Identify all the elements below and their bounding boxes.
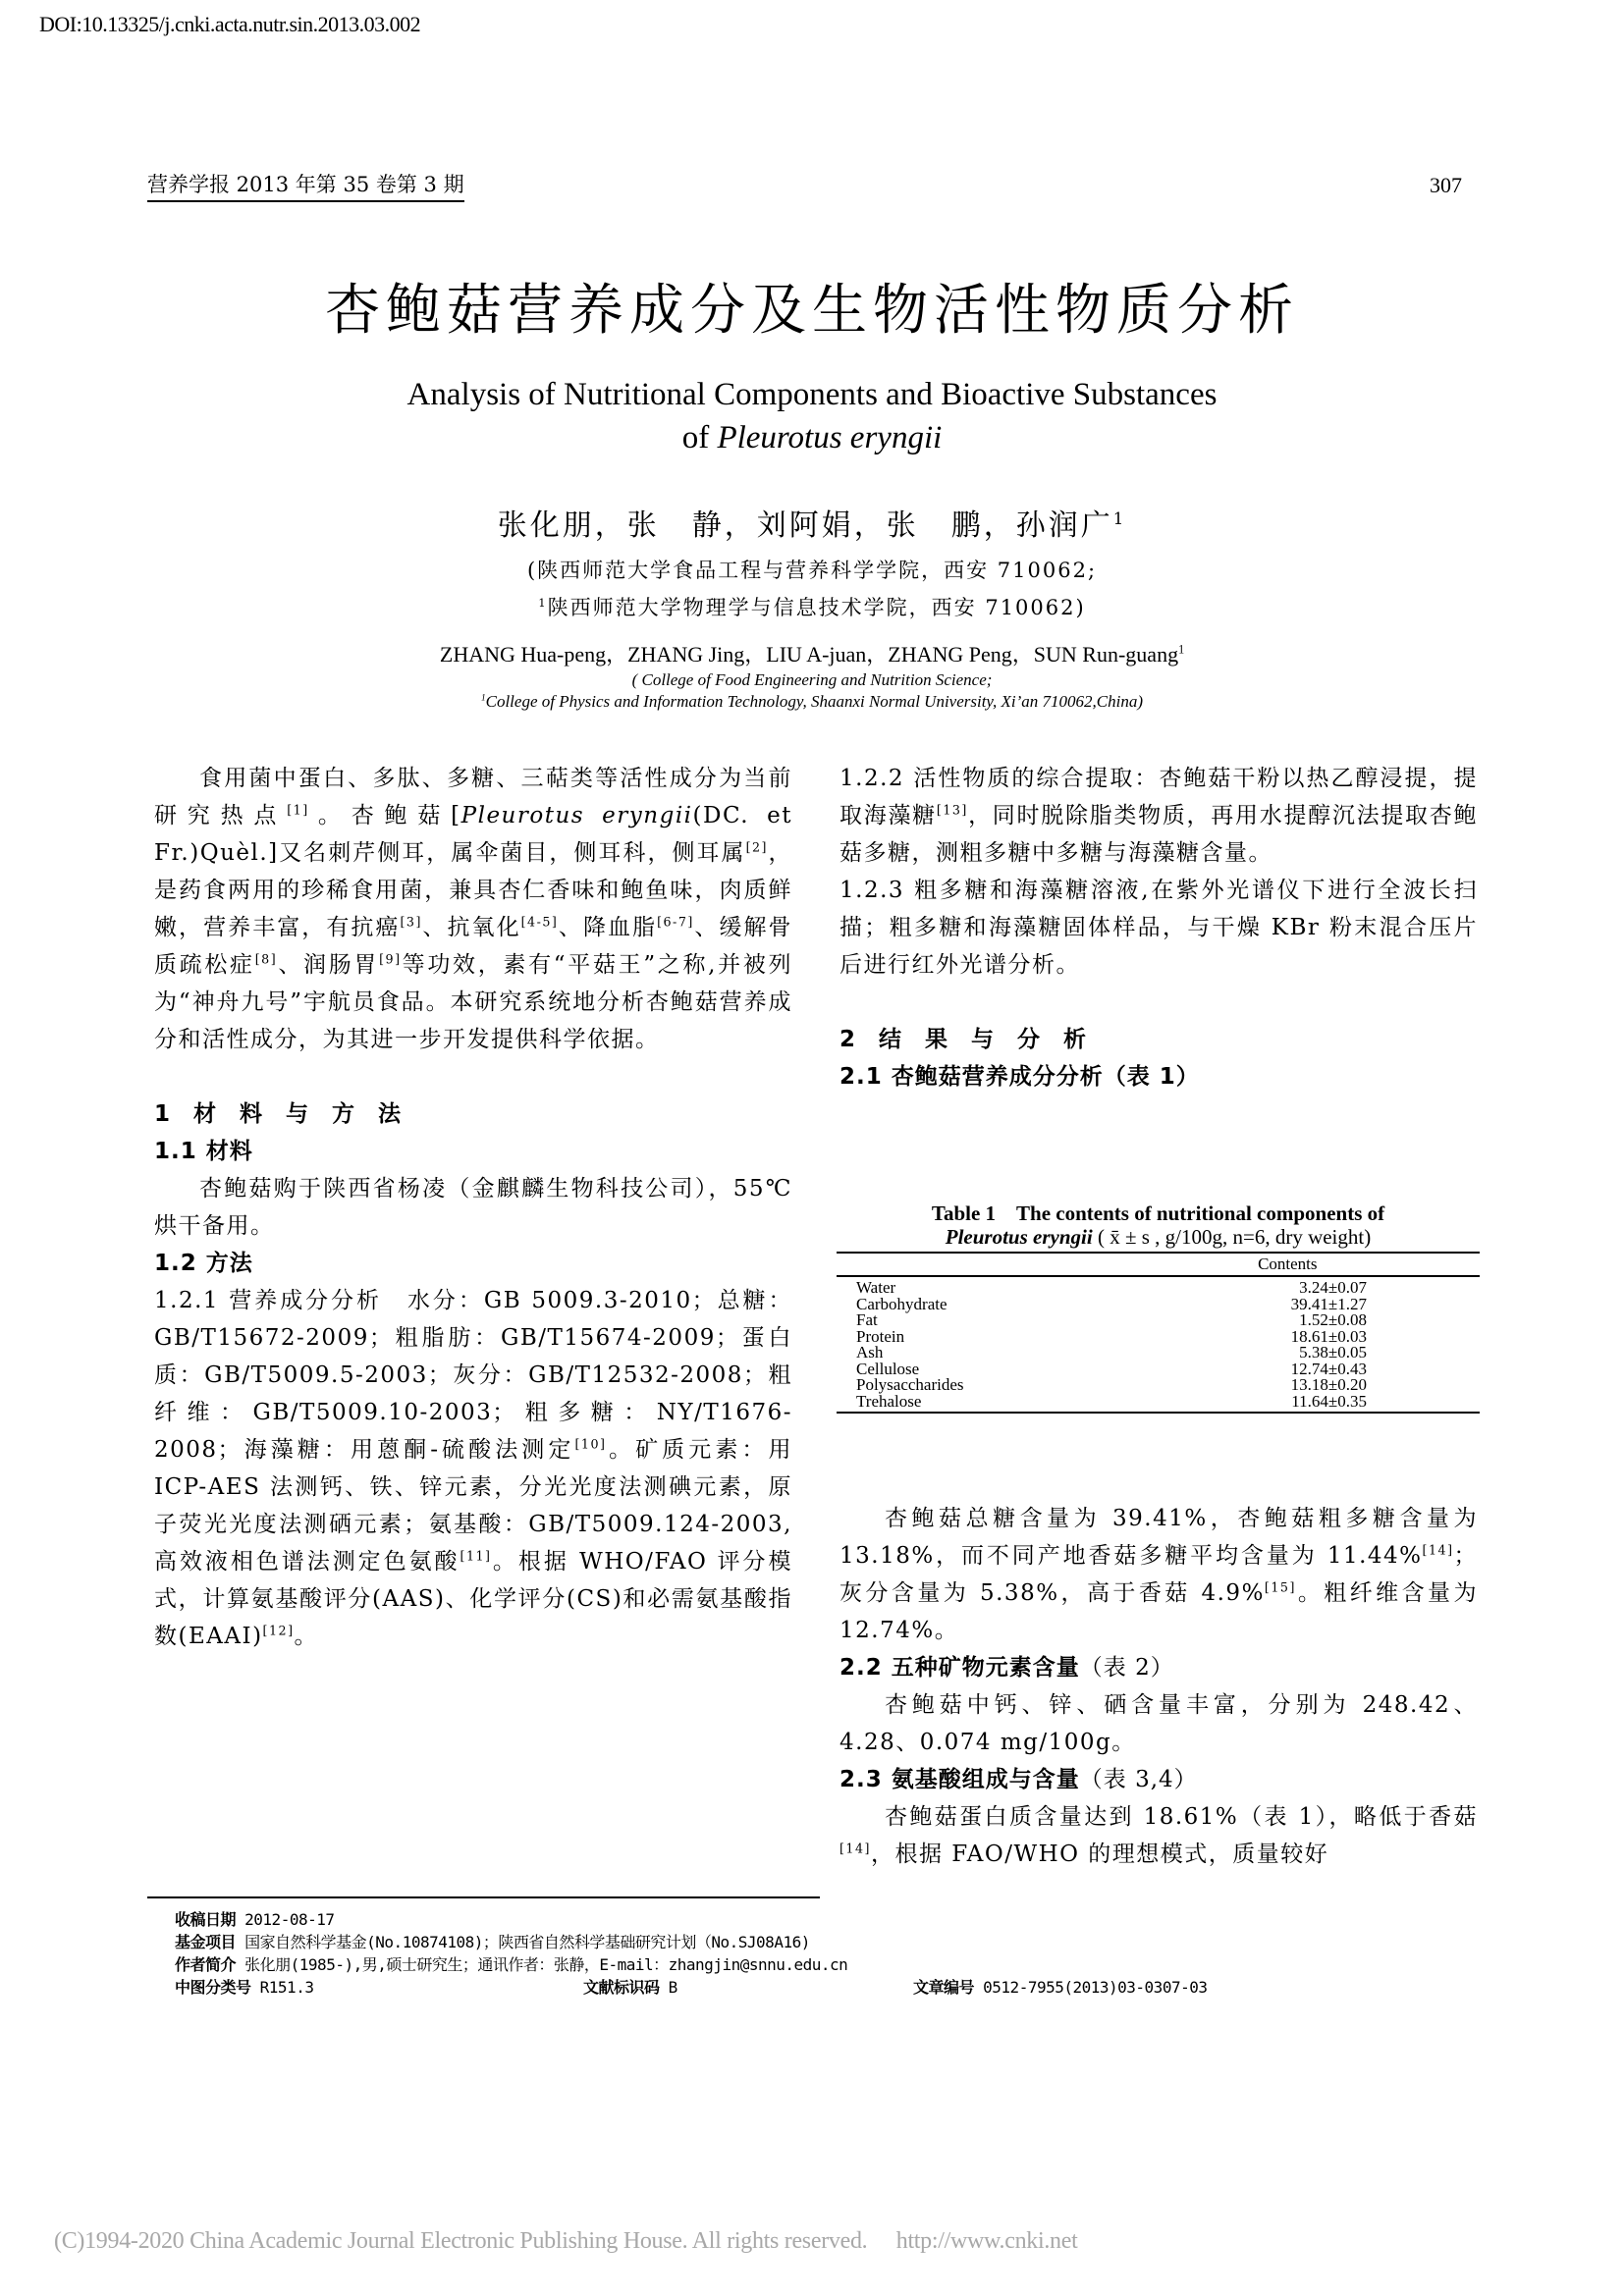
text: 。 — [294, 1624, 318, 1649]
footnote-separator — [147, 1896, 820, 1898]
text: 。粗纤维含量为 12.74%。 — [839, 1580, 1478, 1643]
row-label: Carbohydrate — [856, 1294, 947, 1313]
text: ；灰分含量为 5.38%，高于香菇 4.9% — [839, 1543, 1478, 1606]
table-header-blank — [837, 1253, 1096, 1276]
affiliation-chinese-line2 — [0, 592, 1624, 621]
table-row — [837, 1276, 1480, 1297]
table-header-row — [837, 1253, 1480, 1276]
text: 杏鲍菇总糖含量为 39.41%，杏鲍菇粗多糖含量为 13.18%，而不同产地香菇多糖平均含量为 11.44% — [839, 1506, 1478, 1569]
section-1-1-text: 杏鲍菇购于陕西省杨凌（金麒麟生物科技公司），55℃烘干备用。 — [154, 1176, 792, 1239]
row-value: 39.41±1.27 — [1290, 1294, 1367, 1313]
affiliation-english-text: College of Physics and Information Technology, Shaanxi Normal University, Xi’an 710062,China) — [485, 692, 1144, 711]
text: 、抗氧化 — [421, 915, 521, 940]
text: ，是药食两用的珍稀食用菌，兼具杏仁香味和鲍鱼味，肉质鲜嫩，营养丰富，有抗癌 — [154, 840, 792, 940]
section-1-2-2-text — [839, 760, 1478, 872]
latin-name: Pleurotus eryngii — [460, 803, 693, 828]
footnote-label: 中图分类号 — [175, 1978, 251, 1997]
footnote-classification — [175, 1976, 1208, 1999]
footnote-value: 张化朋(1985-),男,硕士研究生；通讯作者：张静，E-mail：zhangjin@snnu.edu.cn — [244, 1955, 848, 1974]
text: 、润肠胃 — [277, 952, 380, 978]
row-value: 3.24±0.07 — [1299, 1278, 1367, 1297]
text: 1.2.1 营养成分分析 水分：GB 5009.3-2010；总糖：GB/T15672-2009；粗脂肪：GB/T15674-2009；蛋白质：GB/T5009.5-2003；灰分：GB/T12532-2008；粗纤维：GB/T5009.10-2003；粗多糖：NY/T1676-2008；海藻糖：用蒽酮-硫酸法测定 — [154, 1288, 792, 1463]
row-value: 11.64±0.35 — [1096, 1394, 1480, 1414]
text: 杏鲍菇蛋白质含量达到 18.61%（表 1），略低于香菇 — [885, 1804, 1478, 1830]
citation[interactable]: [2] — [745, 839, 768, 855]
affiliation-english-line2 — [0, 692, 1624, 712]
copyright-notice: (C)1994-2020 China Academic Journal Electronic Publishing House. All rights reserved. http://www.cnki.net — [54, 2228, 1078, 2254]
citation[interactable]: [4-5] — [520, 914, 559, 930]
heading-text: 2.2 五种矿物元素含量 — [839, 1655, 1080, 1681]
table-header-contents: Contents — [1096, 1253, 1480, 1276]
footnotes — [175, 1908, 1208, 1999]
section-1-2-heading: 1.2 方法 — [154, 1251, 253, 1276]
citation[interactable]: [14] — [1422, 1542, 1454, 1558]
table-caption-line1: Table 1 The contents of nutritional components of — [931, 1201, 1385, 1225]
footnote-label: 文章编号 — [913, 1978, 975, 1997]
table-row — [837, 1329, 1480, 1346]
section-2-2-heading — [839, 1649, 1478, 1686]
affiliation-chinese-sup: 1 — [538, 596, 548, 610]
footnote-label: 作者简介 — [175, 1955, 237, 1974]
affiliation-english-sup: 1 — [480, 693, 486, 704]
text: 、缓解骨质疏松症 — [154, 915, 792, 978]
page-number: 307 — [1430, 173, 1462, 197]
citation[interactable]: [6-7] — [657, 914, 694, 930]
spacer — [154, 1058, 792, 1095]
footnote-value: B — [668, 1978, 677, 1997]
title-english-line1: Analysis of Nutritional Components and Bioactive Substances — [406, 377, 1218, 412]
citation[interactable]: [8] — [254, 951, 278, 967]
table-caption-species: Pleurotus eryngii — [945, 1225, 1093, 1249]
footnote-label: 基金项目 — [175, 1933, 237, 1951]
footnote-label: 收稿日期 — [175, 1910, 237, 1929]
text: 1.2.2 活性物质的综合提取：杏鲍菇干粉以热乙醇浸提，提取海藻糖 — [839, 766, 1478, 828]
spacer — [839, 984, 1478, 1021]
text: 。根据 WHO/FAO 评分模式，计算氨基酸评分(AAS)、化学评分(CS)和必需氨基酸指数(EAAI) — [154, 1549, 792, 1649]
row-label: Ash — [856, 1343, 884, 1362]
sugar-paragraph — [839, 1500, 1478, 1649]
citation[interactable]: [1] — [287, 802, 309, 818]
right-column — [839, 760, 1478, 1095]
row-value: 13.18±0.20 — [1290, 1375, 1367, 1394]
row-label: Water — [856, 1278, 896, 1297]
doi-line: DOI:10.13325/j.cnki.acta.nutr.sin.2013.03.002 — [39, 12, 421, 36]
citation[interactable]: [12] — [262, 1623, 295, 1638]
text: 等功效，素有“平菇王”之称,并被列为“神舟九号”宇航员食品。本研究系统地分析杏鲍菇营养成分和活性成分，为其进一步开发提供科学依据。 — [154, 952, 793, 1052]
table-caption-line2 — [837, 1225, 1480, 1249]
table-1 — [837, 1201, 1480, 1414]
citation[interactable]: [11] — [460, 1548, 492, 1564]
row-label: Protein — [856, 1326, 905, 1346]
authors-chinese-names: 张化朋，张 静，刘阿娟，张 鹏，孙润广 — [497, 508, 1113, 543]
affiliation-chinese-line1: (陕西师范大学食品工程与营养科学学院，西安 710062; — [526, 559, 1098, 582]
row-label: Cellulose — [856, 1359, 920, 1378]
section-1-2-3-text: 1.2.3 粗多糖和海藻糖溶液,在紫外光谱仪下进行全波长扫描；粗多糖和海藻糖固体样品，与干燥 KBr 粉末混合压片后进行红外光谱分析。 — [839, 878, 1478, 978]
footnote-label: 文献标识码 — [583, 1978, 660, 1997]
title-english-prefix: of — [681, 420, 718, 455]
row-value: 1.52±0.08 — [1299, 1310, 1367, 1329]
section-2-heading: 2 结 果 与 分 析 — [839, 1027, 1095, 1052]
table-caption-units: ( x̄ ± s , g/100g, n=6, dry weight) — [1092, 1225, 1372, 1249]
row-value: 5.38±0.05 — [1299, 1343, 1367, 1362]
footnote-value: 2012-08-17 — [244, 1910, 335, 1929]
section-1-heading: 1 材 料 与 方 法 — [154, 1101, 409, 1127]
section-1-2-1-text — [154, 1282, 792, 1655]
section-2-2-text: 杏鲍菇中钙、锌、硒含量丰富，分别为 248.42、4.28、0.074 mg/100g。 — [839, 1692, 1478, 1755]
running-head: 营养学报 2013 年第 35 卷第 3 期 — [147, 173, 464, 202]
heading-suffix: （表 2） — [1079, 1655, 1174, 1681]
citation[interactable]: [3] — [400, 914, 422, 930]
footnote-author — [175, 1953, 847, 1976]
citation[interactable]: [10] — [574, 1436, 607, 1452]
title-english-species: Pleurotus eryngii — [717, 420, 943, 455]
heading-text: 2.3 氨基酸组成与含量 — [839, 1767, 1080, 1792]
citation[interactable]: [9] — [379, 951, 402, 967]
title-chinese: 杏鲍菇营养成分及生物活性物质分析 — [325, 279, 1299, 343]
footnote-fund — [175, 1931, 847, 1953]
footnote-value: 0512-7955(2013)03-0307-03 — [983, 1978, 1208, 1997]
footnote-received — [175, 1908, 847, 1931]
left-column — [154, 760, 792, 1655]
text: (DC. et Fr.)Quèl.]又名刺芹侧耳，属伞菌目，侧耳科，侧耳属 — [154, 803, 793, 866]
text: 。杏鲍菇[ — [308, 803, 461, 828]
affiliation-english-line1: ( College of Food Engineering and Nutrition Science; — [631, 670, 993, 689]
nutrition-table — [837, 1252, 1480, 1414]
title-english-line2 — [0, 416, 1624, 459]
heading-suffix: （表 3,4） — [1079, 1767, 1198, 1792]
row-label: Fat — [856, 1310, 878, 1329]
text: 。矿质元素：用 ICP-AES 法测钙、铁、锌元素，分光光度法测碘元素，原子荧光光度法测硒元素；氨基酸：GB/T5009.124-2003,高效液相色谱法测定色氨酸 — [154, 1437, 793, 1575]
authors-english — [0, 638, 1624, 668]
footnote-value: 国家自然科学基金(No.10874108)；陕西省自然科学基础研究计划（No.SJ08A16) — [244, 1933, 810, 1951]
title-english — [0, 373, 1624, 459]
table-row — [837, 1377, 1480, 1394]
row-label: Trehalose — [837, 1394, 1096, 1414]
section-1-1-heading: 1.1 材料 — [154, 1139, 253, 1164]
authors-english-names: ZHANG Hua-peng，ZHANG Jing，LIU A-juan，ZHANG Peng，SUN Run-guang — [439, 642, 1179, 667]
text: ，根据 FAO/WHO 的理想模式，质量较好 — [870, 1842, 1329, 1867]
citation[interactable]: [13] — [936, 802, 968, 818]
table-row — [837, 1394, 1480, 1414]
authors-chinese — [0, 501, 1624, 544]
table-row — [837, 1297, 1480, 1313]
section-2-3-text — [839, 1798, 1478, 1873]
table-row — [837, 1312, 1480, 1329]
authors-english-sup: 1 — [1178, 642, 1185, 657]
row-label: Polysaccharides — [856, 1375, 964, 1394]
text: 食用菌中蛋白、多肽、多糖、三萜类等活性成分为当前研究热点 — [154, 766, 792, 828]
footnote-value: R151.3 — [259, 1978, 314, 1997]
table-row — [837, 1345, 1480, 1362]
intro-paragraph — [154, 760, 792, 1058]
authors-chinese-sup: 1 — [1112, 509, 1127, 528]
citation[interactable]: [14] — [839, 1841, 871, 1856]
text: 、降血脂 — [558, 915, 658, 940]
section-2-1-heading: 2.1 杏鲍菇营养成分分析（表 1） — [839, 1064, 1200, 1090]
row-value: 18.61±0.03 — [1290, 1326, 1367, 1346]
row-value: 12.74±0.43 — [1290, 1359, 1367, 1378]
citation[interactable]: [15] — [1264, 1579, 1296, 1595]
affiliation-chinese-text: 陕西师范大学物理学与信息技术学院，西安 710062) — [547, 596, 1086, 619]
right-column-continued — [839, 1500, 1478, 1873]
text: ，同时脱除脂类物质，再用水提醇沉法提取杏鲍菇多糖，测粗多糖中多糖与海藻糖含量。 — [839, 803, 1479, 866]
section-2-3-heading — [839, 1761, 1478, 1798]
